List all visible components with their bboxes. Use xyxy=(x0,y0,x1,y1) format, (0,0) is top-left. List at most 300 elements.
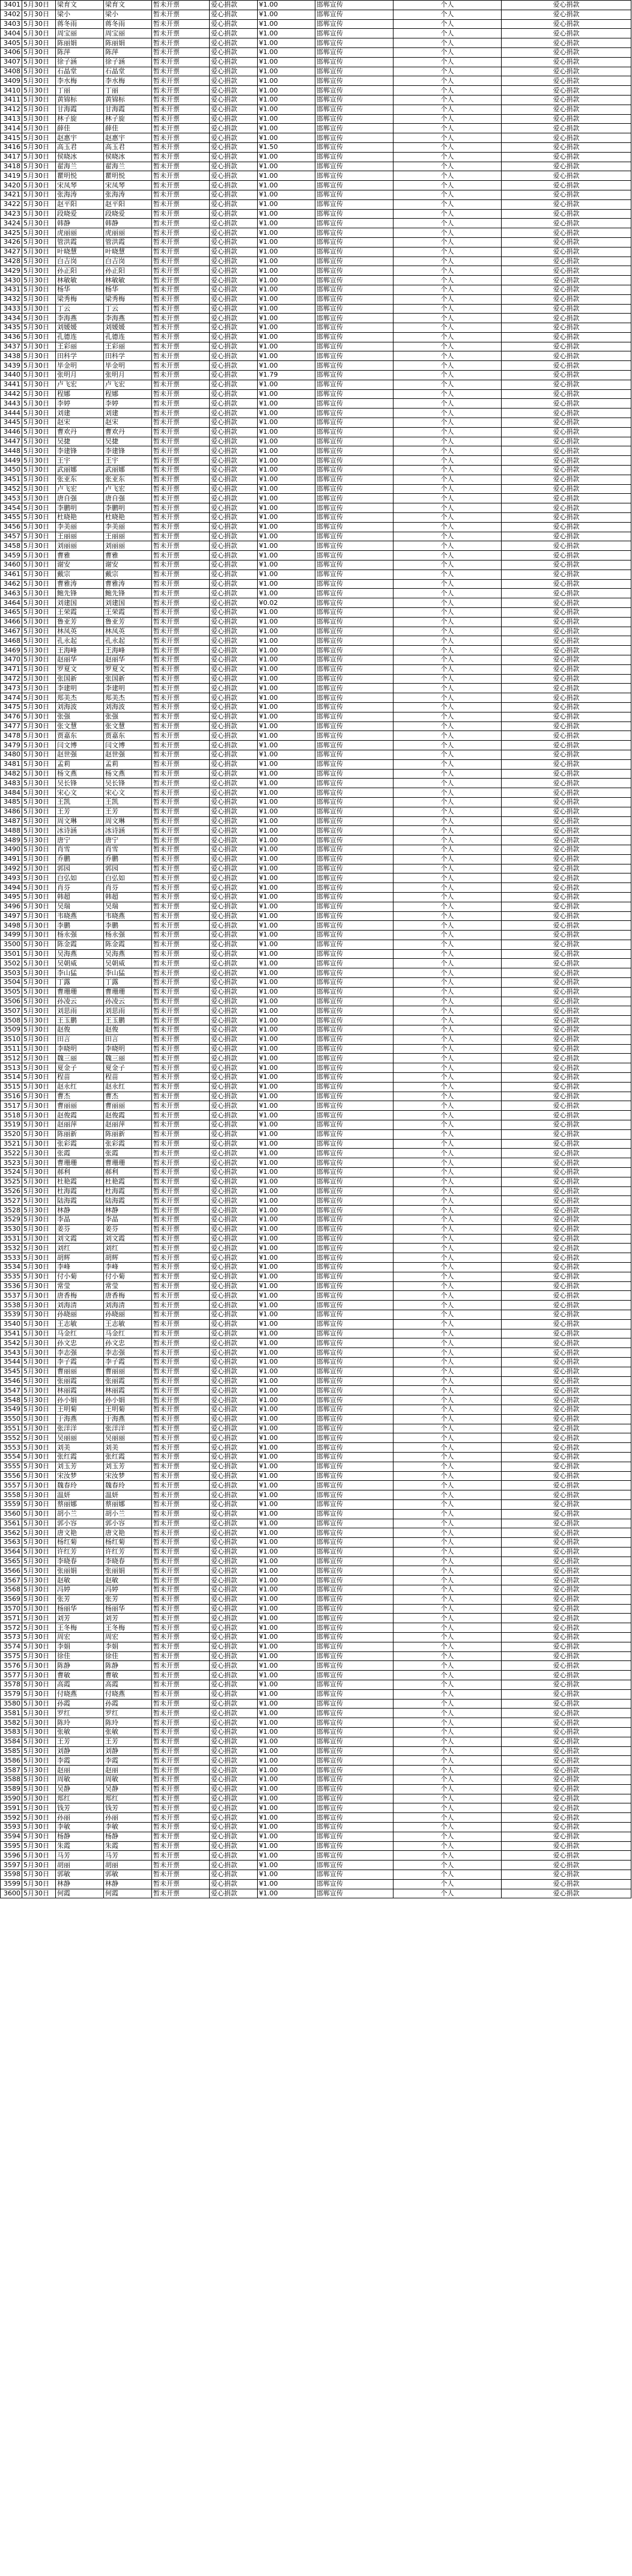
cell-donor-name: 罗红 xyxy=(56,1709,104,1718)
cell-invoice-status: 暂未开票 xyxy=(152,1585,210,1595)
cell-amount: ¥1.00 xyxy=(258,294,315,304)
cell-donation-type: 爱心捐款 xyxy=(210,1244,258,1253)
cell-amount: ¥1.00 xyxy=(258,978,315,988)
cell-invoice-status: 暂未开票 xyxy=(152,684,210,693)
table-row xyxy=(1,67,631,76)
cell-invoice-status: 暂未开票 xyxy=(152,1509,210,1519)
cell-invoice-status: 暂未开票 xyxy=(152,494,210,503)
cell-donation-type: 爱心捐款 xyxy=(210,171,258,181)
cell-row-number: 3546 xyxy=(1,1376,22,1386)
table-row xyxy=(1,1092,631,1101)
cell-channel: 邯郸宣传 xyxy=(315,1376,393,1386)
cell-amount: ¥1.00 xyxy=(258,1367,315,1376)
cell-donor-type: 个人 xyxy=(393,332,502,342)
cell-donation-type: 爱心捐款 xyxy=(210,351,258,361)
cell-purpose: 爱心捐款 xyxy=(502,1319,631,1329)
cell-purpose: 爱心捐款 xyxy=(502,807,631,816)
cell-donor-name: 魏春玲 xyxy=(56,1481,104,1490)
table-row xyxy=(1,1728,631,1737)
table-row xyxy=(1,1443,631,1453)
cell-channel: 邯郸宣传 xyxy=(315,1224,393,1234)
cell-donor-name: 李娟 xyxy=(56,1642,104,1651)
cell-donation-type: 爱心捐款 xyxy=(210,427,258,437)
cell-donor-type: 个人 xyxy=(393,1557,502,1566)
cell-row-number: 3411 xyxy=(1,95,22,105)
cell-donor-type: 个人 xyxy=(393,19,502,29)
table-row xyxy=(1,314,631,323)
table-row xyxy=(1,475,631,484)
cell-date: 5月30日 xyxy=(22,892,56,902)
cell-donation-type: 爱心捐款 xyxy=(210,940,258,949)
cell-payer-name: 马金红 xyxy=(104,1329,152,1338)
cell-purpose: 爱心捐款 xyxy=(502,1244,631,1253)
cell-row-number: 3470 xyxy=(1,655,22,664)
cell-payer-name: 刘海清 xyxy=(104,1301,152,1310)
cell-payer-name: 林静 xyxy=(104,1879,152,1889)
cell-channel: 邯郸宣传 xyxy=(315,978,393,988)
cell-donor-name: 张红霞 xyxy=(56,1452,104,1462)
cell-donor-type: 个人 xyxy=(393,797,502,807)
cell-donor-name: 曹珊珊 xyxy=(56,987,104,997)
cell-date: 5月30日 xyxy=(22,162,56,171)
cell-donor-type: 个人 xyxy=(393,1034,502,1044)
cell-donation-type: 爱心捐款 xyxy=(210,19,258,29)
cell-donor-name: 郑红 xyxy=(56,1794,104,1803)
cell-channel: 邯郸宣传 xyxy=(315,684,393,693)
cell-donor-type: 个人 xyxy=(393,1424,502,1433)
table-row xyxy=(1,304,631,314)
cell-amount: ¥1.00 xyxy=(258,1319,315,1329)
cell-row-number: 3435 xyxy=(1,323,22,333)
cell-invoice-status: 暂未开票 xyxy=(152,1433,210,1443)
cell-channel: 邯郸宣传 xyxy=(315,892,393,902)
cell-purpose: 爱心捐款 xyxy=(502,627,631,636)
cell-amount: ¥1.00 xyxy=(258,332,315,342)
cell-donor-type: 个人 xyxy=(393,541,502,551)
cell-channel: 邯郸宣传 xyxy=(315,1538,393,1548)
cell-donation-type: 爱心捐款 xyxy=(210,959,258,968)
cell-invoice-status: 暂未开票 xyxy=(152,399,210,409)
cell-payer-name: 谢安 xyxy=(104,560,152,570)
table-row xyxy=(1,171,631,181)
cell-channel: 邯郸宣传 xyxy=(315,1642,393,1651)
cell-row-number: 3409 xyxy=(1,76,22,86)
cell-invoice-status: 暂未开票 xyxy=(152,361,210,371)
cell-payer-name: 吴静 xyxy=(104,1784,152,1794)
cell-date: 5月30日 xyxy=(22,456,56,466)
cell-invoice-status: 暂未开票 xyxy=(152,332,210,342)
cell-donor-type: 个人 xyxy=(393,522,502,532)
cell-donor-name: 梁秀梅 xyxy=(56,294,104,304)
cell-invoice-status: 暂未开票 xyxy=(152,997,210,1006)
cell-row-number: 3551 xyxy=(1,1424,22,1433)
cell-donor-name: 叶晓慧 xyxy=(56,247,104,257)
cell-donation-type: 爱心捐款 xyxy=(210,1082,258,1092)
cell-purpose: 爱心捐款 xyxy=(502,788,631,798)
cell-date: 5月30日 xyxy=(22,721,56,731)
cell-amount: ¥1.00 xyxy=(258,171,315,181)
cell-donation-type: 爱心捐款 xyxy=(210,1689,258,1699)
cell-amount: ¥1.00 xyxy=(258,1206,315,1215)
cell-donor-name: 杜艳霞 xyxy=(56,1177,104,1186)
cell-purpose: 爱心捐款 xyxy=(502,826,631,836)
table-row xyxy=(1,788,631,798)
cell-channel: 邯郸宣传 xyxy=(315,1452,393,1462)
cell-donor-type: 个人 xyxy=(393,380,502,389)
cell-row-number: 3416 xyxy=(1,142,22,152)
cell-payer-name: 李山猛 xyxy=(104,968,152,978)
cell-amount: ¥1.00 xyxy=(258,1196,315,1206)
cell-invoice-status: 暂未开票 xyxy=(152,1338,210,1348)
cell-invoice-status: 暂未开票 xyxy=(152,1737,210,1746)
cell-date: 5月30日 xyxy=(22,466,56,475)
table-row xyxy=(1,551,631,560)
cell-payer-name: 梁小 xyxy=(104,10,152,19)
cell-donation-type: 爱心捐款 xyxy=(210,1538,258,1548)
cell-invoice-status: 暂未开票 xyxy=(152,655,210,664)
cell-donation-type: 爱心捐款 xyxy=(210,456,258,466)
cell-invoice-status: 暂未开票 xyxy=(152,389,210,399)
cell-donor-name: 李婷 xyxy=(56,399,104,409)
cell-row-number: 3539 xyxy=(1,1310,22,1319)
cell-donation-type: 爱心捐款 xyxy=(210,237,258,247)
cell-payer-name: 肖雪 xyxy=(104,845,152,854)
cell-row-number: 3487 xyxy=(1,816,22,826)
cell-channel: 邯郸宣传 xyxy=(315,190,393,199)
cell-donation-type: 爱心捐款 xyxy=(210,181,258,190)
cell-date: 5月30日 xyxy=(22,997,56,1006)
cell-purpose: 爱心捐款 xyxy=(502,1614,631,1623)
table-row xyxy=(1,1054,631,1063)
cell-payer-name: 乔鹏 xyxy=(104,854,152,864)
cell-invoice-status: 暂未开票 xyxy=(152,10,210,19)
table-row xyxy=(1,1861,631,1870)
cell-donor-name: 武丽娜 xyxy=(56,466,104,475)
cell-payer-name: 张芳 xyxy=(104,1594,152,1604)
cell-donor-type: 个人 xyxy=(393,655,502,664)
cell-purpose: 爱心捐款 xyxy=(502,1338,631,1348)
cell-row-number: 3488 xyxy=(1,826,22,836)
cell-date: 5月30日 xyxy=(22,1766,56,1775)
cell-donor-name: 瞿明悦 xyxy=(56,171,104,181)
cell-purpose: 爱心捐款 xyxy=(502,323,631,333)
cell-row-number: 3476 xyxy=(1,712,22,721)
cell-purpose: 爱心捐款 xyxy=(502,1538,631,1548)
cell-purpose: 爱心捐款 xyxy=(502,1794,631,1803)
table-row xyxy=(1,351,631,361)
cell-row-number: 3408 xyxy=(1,67,22,76)
cell-invoice-status: 暂未开票 xyxy=(152,892,210,902)
cell-donor-type: 个人 xyxy=(393,1206,502,1215)
table-row xyxy=(1,1386,631,1396)
cell-donation-type: 爱心捐款 xyxy=(210,1604,258,1614)
cell-channel: 邯郸宣传 xyxy=(315,627,393,636)
cell-donor-type: 个人 xyxy=(393,494,502,503)
cell-donation-type: 爱心捐款 xyxy=(210,1319,258,1329)
cell-purpose: 爱心捐款 xyxy=(502,579,631,589)
cell-donation-type: 爱心捐款 xyxy=(210,1851,258,1861)
cell-donor-type: 个人 xyxy=(393,674,502,684)
cell-row-number: 3517 xyxy=(1,1101,22,1111)
cell-donation-type: 爱心捐款 xyxy=(210,1623,258,1633)
cell-date: 5月30日 xyxy=(22,636,56,646)
cell-donor-name: 徐子涵 xyxy=(56,57,104,67)
cell-payer-name: 陈萍 xyxy=(104,47,152,57)
cell-donor-type: 个人 xyxy=(393,1519,502,1528)
cell-purpose: 爱心捐款 xyxy=(502,1594,631,1604)
cell-payer-name: 田科学 xyxy=(104,351,152,361)
cell-amount: ¥1.00 xyxy=(258,664,315,674)
cell-date: 5月30日 xyxy=(22,1016,56,1025)
cell-payer-name: 吴长锋 xyxy=(104,779,152,788)
cell-row-number: 3500 xyxy=(1,940,22,949)
cell-amount: ¥1.00 xyxy=(258,314,315,323)
cell-amount: ¥1.00 xyxy=(258,845,315,854)
cell-row-number: 3501 xyxy=(1,949,22,959)
cell-date: 5月30日 xyxy=(22,38,56,48)
cell-donor-name: 杨永强 xyxy=(56,931,104,940)
cell-row-number: 3588 xyxy=(1,1775,22,1785)
cell-donation-type: 爱心捐款 xyxy=(210,1006,258,1016)
cell-invoice-status: 暂未开票 xyxy=(152,1073,210,1083)
cell-donor-type: 个人 xyxy=(393,759,502,769)
cell-donor-name: 杨华 xyxy=(56,285,104,294)
cell-purpose: 爱心捐款 xyxy=(502,1832,631,1841)
table-row xyxy=(1,997,631,1006)
cell-donor-name: 付小菊 xyxy=(56,1272,104,1281)
table-row xyxy=(1,513,631,523)
cell-donation-type: 爱心捐款 xyxy=(210,845,258,854)
cell-donor-name: 李海燕 xyxy=(56,314,104,323)
cell-donor-name: 吴捷 xyxy=(56,437,104,446)
cell-date: 5月30日 xyxy=(22,1405,56,1414)
cell-date: 5月30日 xyxy=(22,1841,56,1851)
cell-payer-name: 温妍 xyxy=(104,1490,152,1500)
cell-amount: ¥1.00 xyxy=(258,911,315,921)
cell-invoice-status: 暂未开票 xyxy=(152,978,210,988)
cell-donor-type: 个人 xyxy=(393,95,502,105)
cell-date: 5月30日 xyxy=(22,968,56,978)
cell-row-number: 3589 xyxy=(1,1784,22,1794)
cell-channel: 邯郸宣传 xyxy=(315,1044,393,1054)
cell-amount: ¥1.00 xyxy=(258,1405,315,1414)
cell-donation-type: 爱心捐款 xyxy=(210,389,258,399)
cell-donor-name: 周敏 xyxy=(56,1775,104,1785)
cell-donor-name: 杨静 xyxy=(56,1832,104,1841)
cell-donation-type: 爱心捐款 xyxy=(210,190,258,199)
cell-donor-name: 孙小娟 xyxy=(56,1396,104,1405)
cell-row-number: 3545 xyxy=(1,1367,22,1376)
cell-row-number: 3592 xyxy=(1,1813,22,1823)
cell-donation-type: 爱心捐款 xyxy=(210,29,258,38)
cell-row-number: 3585 xyxy=(1,1746,22,1756)
cell-row-number: 3497 xyxy=(1,911,22,921)
cell-donation-type: 爱心捐款 xyxy=(210,1557,258,1566)
table-row xyxy=(1,1396,631,1405)
cell-date: 5月30日 xyxy=(22,437,56,446)
cell-invoice-status: 暂未开票 xyxy=(152,1452,210,1462)
cell-invoice-status: 暂未开票 xyxy=(152,636,210,646)
cell-row-number: 3548 xyxy=(1,1396,22,1405)
cell-date: 5月30日 xyxy=(22,114,56,124)
cell-donor-name: 宋汝梦 xyxy=(56,1471,104,1481)
cell-purpose: 爱心捐款 xyxy=(502,1576,631,1585)
cell-channel: 邯郸宣传 xyxy=(315,655,393,664)
cell-amount: ¥1.00 xyxy=(258,1576,315,1585)
cell-channel: 邯郸宣传 xyxy=(315,1101,393,1111)
cell-channel: 邯郸宣传 xyxy=(315,95,393,105)
cell-invoice-status: 暂未开票 xyxy=(152,741,210,750)
cell-amount: ¥1.00 xyxy=(258,1424,315,1433)
cell-invoice-status: 暂未开票 xyxy=(152,1775,210,1785)
cell-channel: 邯郸宣传 xyxy=(315,826,393,836)
cell-payer-name: 韩静 xyxy=(104,219,152,228)
cell-row-number: 3443 xyxy=(1,399,22,409)
cell-purpose: 爱心捐款 xyxy=(502,1158,631,1168)
cell-invoice-status: 暂未开票 xyxy=(152,1139,210,1149)
cell-amount: ¥1.00 xyxy=(258,351,315,361)
cell-invoice-status: 暂未开票 xyxy=(152,1291,210,1301)
cell-payer-name: 李子霞 xyxy=(104,1357,152,1367)
cell-purpose: 爱心捐款 xyxy=(502,1471,631,1481)
cell-channel: 邯郸宣传 xyxy=(315,1499,393,1509)
cell-row-number: 3528 xyxy=(1,1206,22,1215)
cell-purpose: 爱心捐款 xyxy=(502,1604,631,1614)
cell-invoice-status: 暂未开票 xyxy=(152,1746,210,1756)
cell-row-number: 3440 xyxy=(1,371,22,380)
cell-donor-type: 个人 xyxy=(393,142,502,152)
cell-amount: ¥1.00 xyxy=(258,1396,315,1405)
cell-purpose: 爱心捐款 xyxy=(502,1329,631,1338)
table-row xyxy=(1,1623,631,1633)
cell-amount: ¥1.00 xyxy=(258,646,315,655)
table-row xyxy=(1,1272,631,1281)
cell-donor-type: 个人 xyxy=(393,1301,502,1310)
cell-donor-type: 个人 xyxy=(393,1651,502,1661)
cell-payer-name: 叶晓慧 xyxy=(104,247,152,257)
cell-donor-name: 田科学 xyxy=(56,351,104,361)
cell-date: 5月30日 xyxy=(22,741,56,750)
cell-amount: ¥1.00 xyxy=(258,1054,315,1063)
cell-date: 5月30日 xyxy=(22,1889,56,1898)
cell-donor-name: 刘媛媛 xyxy=(56,323,104,333)
cell-donor-type: 个人 xyxy=(393,1357,502,1367)
cell-channel: 邯郸宣传 xyxy=(315,1585,393,1595)
cell-donor-type: 个人 xyxy=(393,456,502,466)
cell-channel: 邯郸宣传 xyxy=(315,1766,393,1775)
cell-donor-name: 高玉君 xyxy=(56,142,104,152)
cell-purpose: 爱心捐款 xyxy=(502,987,631,997)
cell-invoice-status: 暂未开票 xyxy=(152,1633,210,1642)
cell-invoice-status: 暂未开票 xyxy=(152,409,210,418)
cell-donor-name: 王荣霞 xyxy=(56,608,104,618)
cell-payer-name: 丁云 xyxy=(104,304,152,314)
cell-donor-name: 吴海燕 xyxy=(56,949,104,959)
cell-donor-type: 个人 xyxy=(393,1291,502,1301)
cell-purpose: 爱心捐款 xyxy=(502,446,631,456)
cell-amount: ¥1.00 xyxy=(258,1357,315,1367)
cell-donor-name: 朱霞 xyxy=(56,1841,104,1851)
cell-purpose: 爱心捐款 xyxy=(502,351,631,361)
cell-invoice-status: 暂未开票 xyxy=(152,1709,210,1718)
cell-donation-type: 爱心捐款 xyxy=(210,1671,258,1680)
cell-row-number: 3472 xyxy=(1,674,22,684)
cell-invoice-status: 暂未开票 xyxy=(152,721,210,731)
cell-donor-type: 个人 xyxy=(393,712,502,721)
cell-donor-name: 刘玉芳 xyxy=(56,1462,104,1471)
cell-channel: 邯郸宣传 xyxy=(315,171,393,181)
cell-date: 5月30日 xyxy=(22,1452,56,1462)
cell-invoice-status: 暂未开票 xyxy=(152,1386,210,1396)
table-row xyxy=(1,1576,631,1585)
cell-donor-type: 个人 xyxy=(393,152,502,162)
cell-donor-type: 个人 xyxy=(393,1737,502,1746)
cell-channel: 邯郸宣传 xyxy=(315,1215,393,1225)
cell-donation-type: 爱心捐款 xyxy=(210,1433,258,1443)
cell-donor-type: 个人 xyxy=(393,1376,502,1386)
cell-amount: ¥1.00 xyxy=(258,1310,315,1319)
cell-donor-name: 白吉岗 xyxy=(56,257,104,266)
cell-channel: 邯郸宣传 xyxy=(315,152,393,162)
cell-donor-name: 胡小兰 xyxy=(56,1509,104,1519)
cell-donation-type: 爱心捐款 xyxy=(210,541,258,551)
cell-payer-name: 田言 xyxy=(104,1034,152,1044)
cell-payer-name: 赵丽萍 xyxy=(104,1120,152,1130)
cell-date: 5月30日 xyxy=(22,1025,56,1035)
cell-payer-name: 孙文忠 xyxy=(104,1338,152,1348)
cell-donor-type: 个人 xyxy=(393,190,502,199)
cell-donor-name: 李鹏明 xyxy=(56,503,104,513)
cell-donor-type: 个人 xyxy=(393,10,502,19)
cell-channel: 邯郸宣传 xyxy=(315,1433,393,1443)
cell-row-number: 3580 xyxy=(1,1699,22,1709)
table-row xyxy=(1,1614,631,1623)
cell-date: 5月30日 xyxy=(22,987,56,997)
cell-purpose: 爱心捐款 xyxy=(502,931,631,940)
cell-donor-name: 吴朝威 xyxy=(56,959,104,968)
cell-date: 5月30日 xyxy=(22,1861,56,1870)
cell-purpose: 爱心捐款 xyxy=(502,598,631,608)
cell-channel: 邯郸宣传 xyxy=(315,1405,393,1414)
cell-donation-type: 爱心捐款 xyxy=(210,399,258,409)
cell-donor-type: 个人 xyxy=(393,854,502,864)
cell-payer-name: 宋凤琴 xyxy=(104,181,152,190)
cell-channel: 邯郸宣传 xyxy=(315,836,393,845)
cell-amount: ¥1.00 xyxy=(258,1149,315,1158)
table-row xyxy=(1,1803,631,1813)
cell-channel: 邯郸宣传 xyxy=(315,114,393,124)
cell-purpose: 爱心捐款 xyxy=(502,1766,631,1775)
cell-purpose: 爱心捐款 xyxy=(502,589,631,598)
cell-purpose: 爱心捐款 xyxy=(502,57,631,67)
cell-row-number: 3549 xyxy=(1,1405,22,1414)
cell-date: 5月30日 xyxy=(22,911,56,921)
cell-date: 5月30日 xyxy=(22,95,56,105)
cell-purpose: 爱心捐款 xyxy=(502,1528,631,1538)
table-row xyxy=(1,769,631,779)
cell-channel: 邯郸宣传 xyxy=(315,674,393,684)
cell-purpose: 爱心捐款 xyxy=(502,371,631,380)
cell-amount: ¥1.00 xyxy=(258,190,315,199)
cell-amount: ¥1.00 xyxy=(258,1642,315,1651)
cell-amount: ¥1.00 xyxy=(258,219,315,228)
cell-date: 5月30日 xyxy=(22,361,56,371)
cell-channel: 邯郸宣传 xyxy=(315,247,393,257)
cell-row-number: 3469 xyxy=(1,646,22,655)
cell-donor-name: 张海涛 xyxy=(56,190,104,199)
cell-purpose: 爱心捐款 xyxy=(502,437,631,446)
cell-payer-name: 许红芳 xyxy=(104,1547,152,1557)
